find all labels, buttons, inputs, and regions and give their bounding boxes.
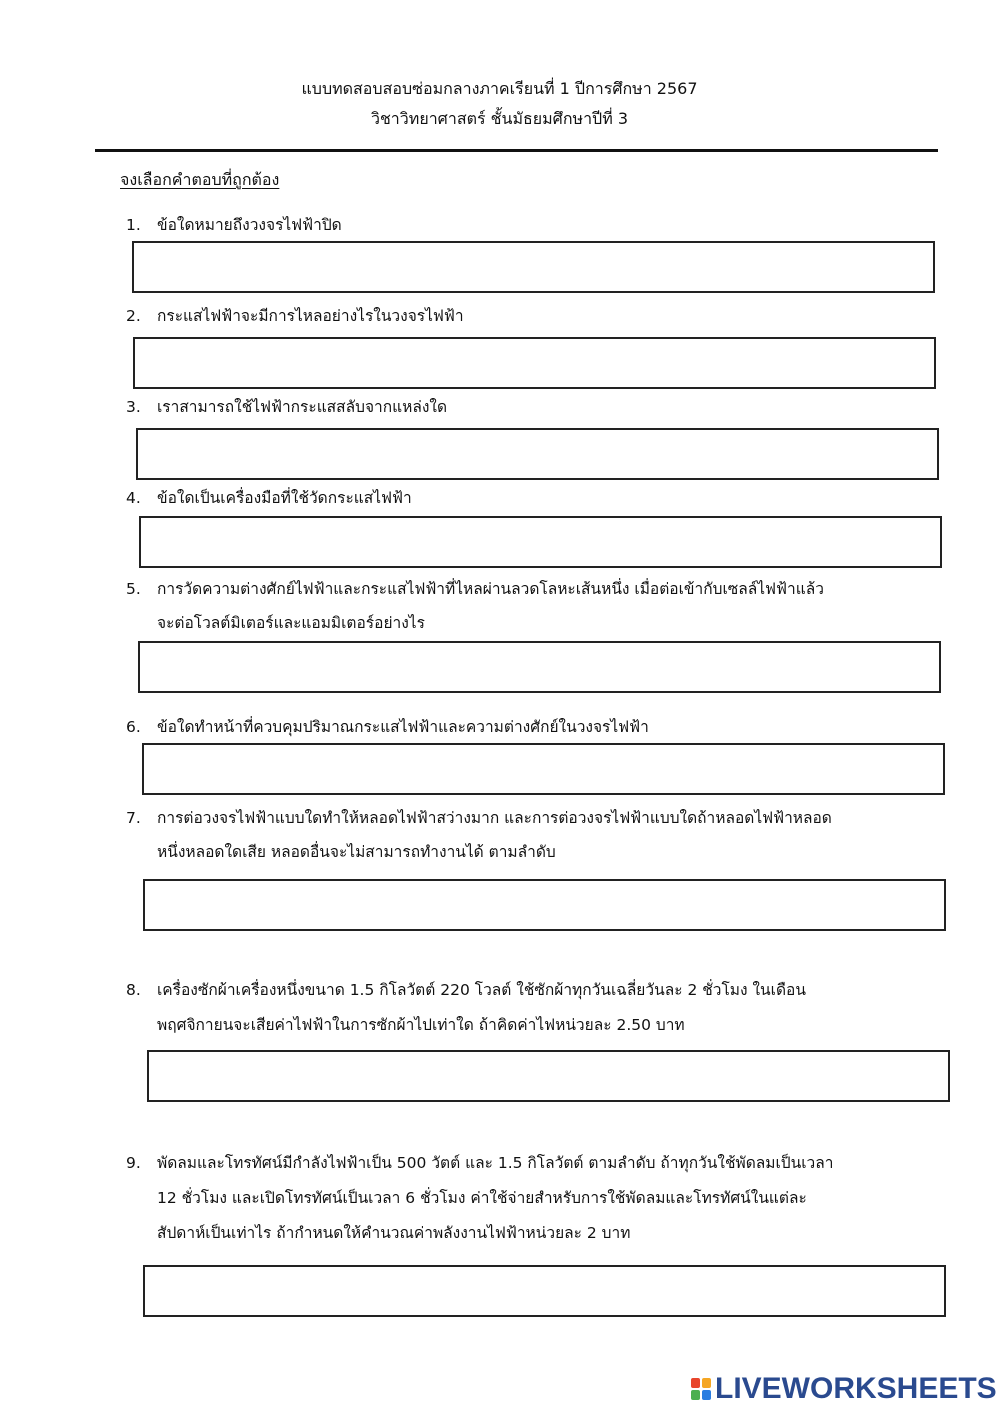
question-number: 1. [126,216,141,234]
question-text: พัดลมและโทรทัศน์มีกำลังไฟฟ้าเป็น 500 วัตต์ และ 1.5 กิโลวัตต์ ตามลำดับ ถ้าทุกวันใช้พัดลมเป็นเวลา [157,1154,834,1172]
question-number: 6. [126,718,141,736]
answer-field-7[interactable] [143,879,946,931]
worksheet-subtitle: วิชาวิทยาศาสตร์ ชั้นมัธยมศึกษาปีที่ 3 [370,109,629,128]
logo-square-icon [691,1390,700,1400]
answer-field-6[interactable] [142,743,945,795]
answer-field-1[interactable] [132,241,935,293]
logo-text: LIVEWORKSHEETS [715,1372,997,1405]
question-text: กระแสไฟฟ้าจะมีการไหลอย่างไรในวงจรไฟฟ้า [157,307,464,325]
logo-square-icon [702,1390,711,1400]
logo-square-icon [691,1378,700,1388]
worksheet-title: แบบทดสอบสอบซ่อมกลางภาคเรียนที่ 1 ปีการศึกษา 2567 [301,79,698,98]
header-divider [95,149,938,152]
question-number: 8. [126,981,141,999]
question-text: การต่อวงจรไฟฟ้าแบบใดทำให้หลอดไฟฟ้าสว่างมาก และการต่อวงจรไฟฟ้าแบบใดถ้าหลอดไฟฟ้าหลอด [157,809,832,827]
question-text: 12 ชั่วโมง และเปิดโทรทัศน์เป็นเวลา 6 ชั่วโมง ค่าใช้จ่ายสำหรับการใช้พัดลมและโทรทัศน์ในแต่ละ [157,1189,807,1207]
liveworksheets-mark-icon [690,1377,712,1401]
question-number: 9. [126,1154,141,1172]
liveworksheets-logo [690,1373,997,1405]
question-text: เราสามารถใช้ไฟฟ้ากระแสสลับจากแหล่งใด [157,398,448,416]
answer-field-8[interactable] [147,1050,950,1102]
question-text: จะต่อโวลต์มิเตอร์และแอมมิเตอร์อย่างไร [157,614,425,632]
answer-field-9[interactable] [143,1265,946,1317]
question-text: เครื่องซักผ้าเครื่องหนึ่งขนาด 1.5 กิโลวัตต์ 220 โวลต์ ใช้ซักผ้าทุกวันเฉลี่ยวันละ 2 ชั่วโมง ในเดือน [157,981,806,999]
logo-square-icon [702,1378,711,1388]
question-text: การวัดความต่างศักย์ไฟฟ้าและกระแสไฟฟ้าที่ไหลผ่านลวดโลหะเส้นหนึ่ง เมื่อต่อเข้ากับเซลล์ไฟฟ้าแล้ว [157,580,824,598]
answer-field-3[interactable] [136,428,939,480]
answer-field-5[interactable] [138,641,941,693]
question-text: ข้อใดเป็นเครื่องมือที่ใช้วัดกระแสไฟฟ้า [157,489,412,507]
instruction-text: จงเลือกคำตอบที่ถูกต้อง [120,170,280,189]
question-text: สัปดาห์เป็นเท่าไร ถ้ากำหนดให้คำนวณค่าพลังงานไฟฟ้าหน่วยละ 2 บาท [157,1224,631,1242]
answer-field-4[interactable] [139,516,942,568]
question-text: พฤศจิกายนจะเสียค่าไฟฟ้าในการซักผ้าไปเท่าใด ถ้าคิดค่าไฟหน่วยละ 2.50 บาท [157,1016,685,1034]
question-number: 5. [126,580,141,598]
question-text: ข้อใดหมายถึงวงจรไฟฟ้าปิด [157,216,342,234]
question-number: 3. [126,398,141,416]
question-text: หนึ่งหลอดใดเสีย หลอดอื่นจะไม่สามารถทำงานได้ ตามลำดับ [157,843,556,861]
question-text: ข้อใดทำหน้าที่ควบคุมปริมาณกระแสไฟฟ้าและความต่างศักย์ในวงจรไฟฟ้า [157,718,649,736]
answer-field-2[interactable] [133,337,936,389]
question-number: 2. [126,307,141,325]
question-number: 4. [126,489,141,507]
question-number: 7. [126,809,141,827]
